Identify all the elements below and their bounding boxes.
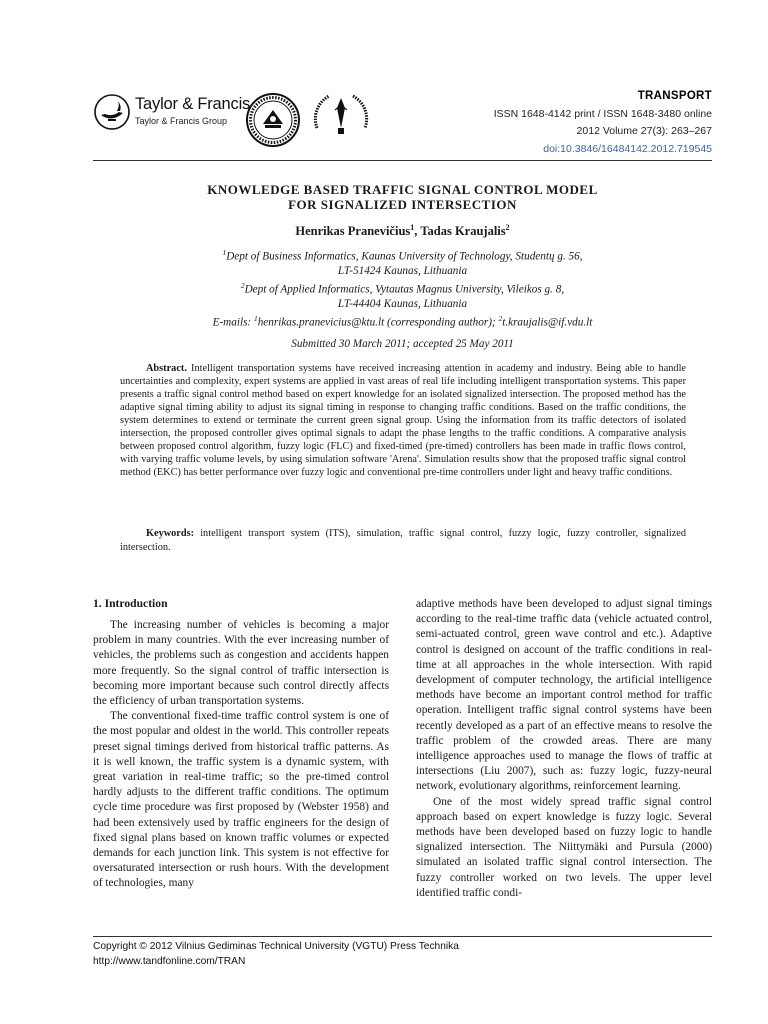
header-divider xyxy=(93,160,712,161)
affil-1-line-a: Dept of Business Informatics, Kaunas University of Technology, Studentų g. 56, xyxy=(226,250,583,263)
email-1[interactable]: henrikas.pranevicius@ktu.lt (corresponding author); xyxy=(257,316,499,329)
left-column xyxy=(93,618,389,892)
doi-link[interactable]: doi:10.3846/16484142.2012.719545 xyxy=(543,142,712,155)
abstract-label: Abstract. xyxy=(146,363,187,374)
paragraph: adaptive methods have been developed to adjust signal timings according to the real-time traffic data (vehicle actuated control, semi-actuated control, green wave control and etc.). Adaptive control is designed on account of the traffic conditions in real-time at all approaches in the whole intersection. With rapid development of computer technology, the artificial intelligence methods have become an important control method for traffic operation. Intelligent traffic signal control systems have been recently developed as a part of an effective means to resolve the traffic problem of the crowded areas. There are many intelligence approaches used to manage the flows of traffic at intersections (Liu 2007), such as: fuzzy logic, fuzzy-neural network, evolutionary algorithms, reinforcement learning. xyxy=(416,598,712,793)
affil-2-line-b: LT-44404 Kaunas, Lithuania xyxy=(337,298,468,311)
author-2-sup: 2 xyxy=(505,223,510,232)
journal-url-link[interactable]: http://www.tandfonline.com/TRAN xyxy=(93,955,246,967)
oil-lamp-icon xyxy=(93,93,131,131)
email-2-sup: 2 xyxy=(498,313,503,323)
email-1-sup: 1 xyxy=(253,313,258,323)
authors xyxy=(93,223,712,239)
affil-1-line-b: LT-51424 Kaunas, Lithuania xyxy=(337,265,468,278)
affil-2-line-a: Dept of Applied Informatics, Vytautas Magnus University, Vileikos g. 8, xyxy=(244,283,565,296)
author-2: Tadas Kraujalis xyxy=(420,224,506,239)
publisher-logo xyxy=(93,93,251,137)
publisher-name: Taylor & Francis xyxy=(135,95,251,113)
affiliations xyxy=(93,246,712,330)
author-1: Henrikas Pranevičius xyxy=(295,224,411,239)
paragraph: The conventional fixed-time traffic control system is one of the most popular and oldest in the world. This controller repeats preset signal timings derived from historical traffic patterns. As it is well known, the traffic system is a dynamic system, with great variation in real-time traffic; so the pre-timed control hardly adjusts to the different traffic conditions. The optimum cycle time procedure was first proposed by (Webster 1958) and had been extensively used by traffic engineers for the design of fixed signal plans based on known traffic volumes or expected demands for each junction link. This system is not effective for oversaturated intersection or rush hours. With the development of technologies, many xyxy=(93,710,389,890)
journal-volume: 2012 Volume 27(3): 263–267 xyxy=(576,125,712,137)
affil-1-sup: 1 xyxy=(222,248,227,257)
section-heading-introduction: 1. Introduction xyxy=(93,597,168,610)
publisher-group: Taylor & Francis Group xyxy=(135,116,228,126)
email-2[interactable]: t.kraujalis@if.vdu.lt xyxy=(502,316,593,329)
footer-divider xyxy=(93,936,712,937)
copyright: Copyright © 2012 Vilnius Gediminas Technical University (VGTU) Press Technika xyxy=(93,941,459,952)
keywords xyxy=(120,527,686,555)
right-column xyxy=(416,597,712,901)
paragraph: One of the most widely spread traffic signal control approach based on expert knowledge is fuzzy logic. Several methods have been developed based on fuzzy logic to handle signalized intersection. The Niittymäki and Pursula (2000) simulated an isolated traffic signal control intersection. The fuzzy controller worked on two levels. The upper level identified traffic condi- xyxy=(416,795,712,899)
abstract xyxy=(120,362,686,479)
submission-dates: Submitted 30 March 2011; accepted 25 May 2011 xyxy=(291,338,514,350)
lithuanian-academy-seal-icon xyxy=(311,88,371,140)
author-separator: , xyxy=(414,224,421,239)
footer xyxy=(93,940,459,969)
title-line-1: KNOWLEDGE BASED TRAFFIC SIGNAL CONTROL MODEL xyxy=(207,182,598,197)
emails-label: E-mails: xyxy=(212,316,254,329)
journal-issn: ISSN 1648-4142 print / ISSN 1648-3480 online xyxy=(493,107,712,120)
affil-2-sup: 2 xyxy=(240,280,245,290)
article-title xyxy=(93,182,712,212)
journal-info xyxy=(494,88,712,158)
title-line-2: FOR SIGNALIZED INTERSECTION xyxy=(288,197,517,212)
paragraph: The increasing number of vehicles is becoming a major problem in many countries. With the ever increasing number of vehicles, the problems such as congestion and accidents happen more frequently. So the signal control of traffic intersection is becoming more important because such control directly affects the efficiency of urban transportation systems. xyxy=(93,619,389,708)
keywords-label: Keywords: xyxy=(146,528,195,539)
author-1-sup: 1 xyxy=(410,223,415,232)
keywords-text: intelligent transport system (ITS), simulation, traffic signal control, fuzzy logic, fuzzy controller, signalized intersection. xyxy=(120,528,686,553)
vgtu-seal-icon xyxy=(245,92,301,148)
journal-name: TRANSPORT xyxy=(637,90,712,102)
abstract-text: Intelligent transportation systems have received increasing attention in academy and industry. Being able to handle uncertainties and complexity, expert systems are applied in vast areas of real life including intelligent transportation systems. This paper presents a traffic signal control method based on expert knowledge for an isolated signalized intersection. The proposed method has the adaptive signal timing ability to adjust its signal timing in response to changing traffic conditions. Based on the traffic conditions, the system determines to extend or terminate the current green signal group. Using the information from its traffic detectors of isolated intersection, the proposed controller gives optimal signals to adapt the phase lengths to the traffic conditions. A comparative analysis between proposed control algorithm, fuzzy logic (FLC) and fixed-timed (pre-timed) controllers has been made in traffic flows control, with varying traffic volume levels, by using simulation software 'Arena'. Simulation results show that the proposed traffic signal control method (EKC) has better performance over fuzzy logic and conventional pre-time controllers under light and heavy traffic conditions. xyxy=(120,363,686,478)
